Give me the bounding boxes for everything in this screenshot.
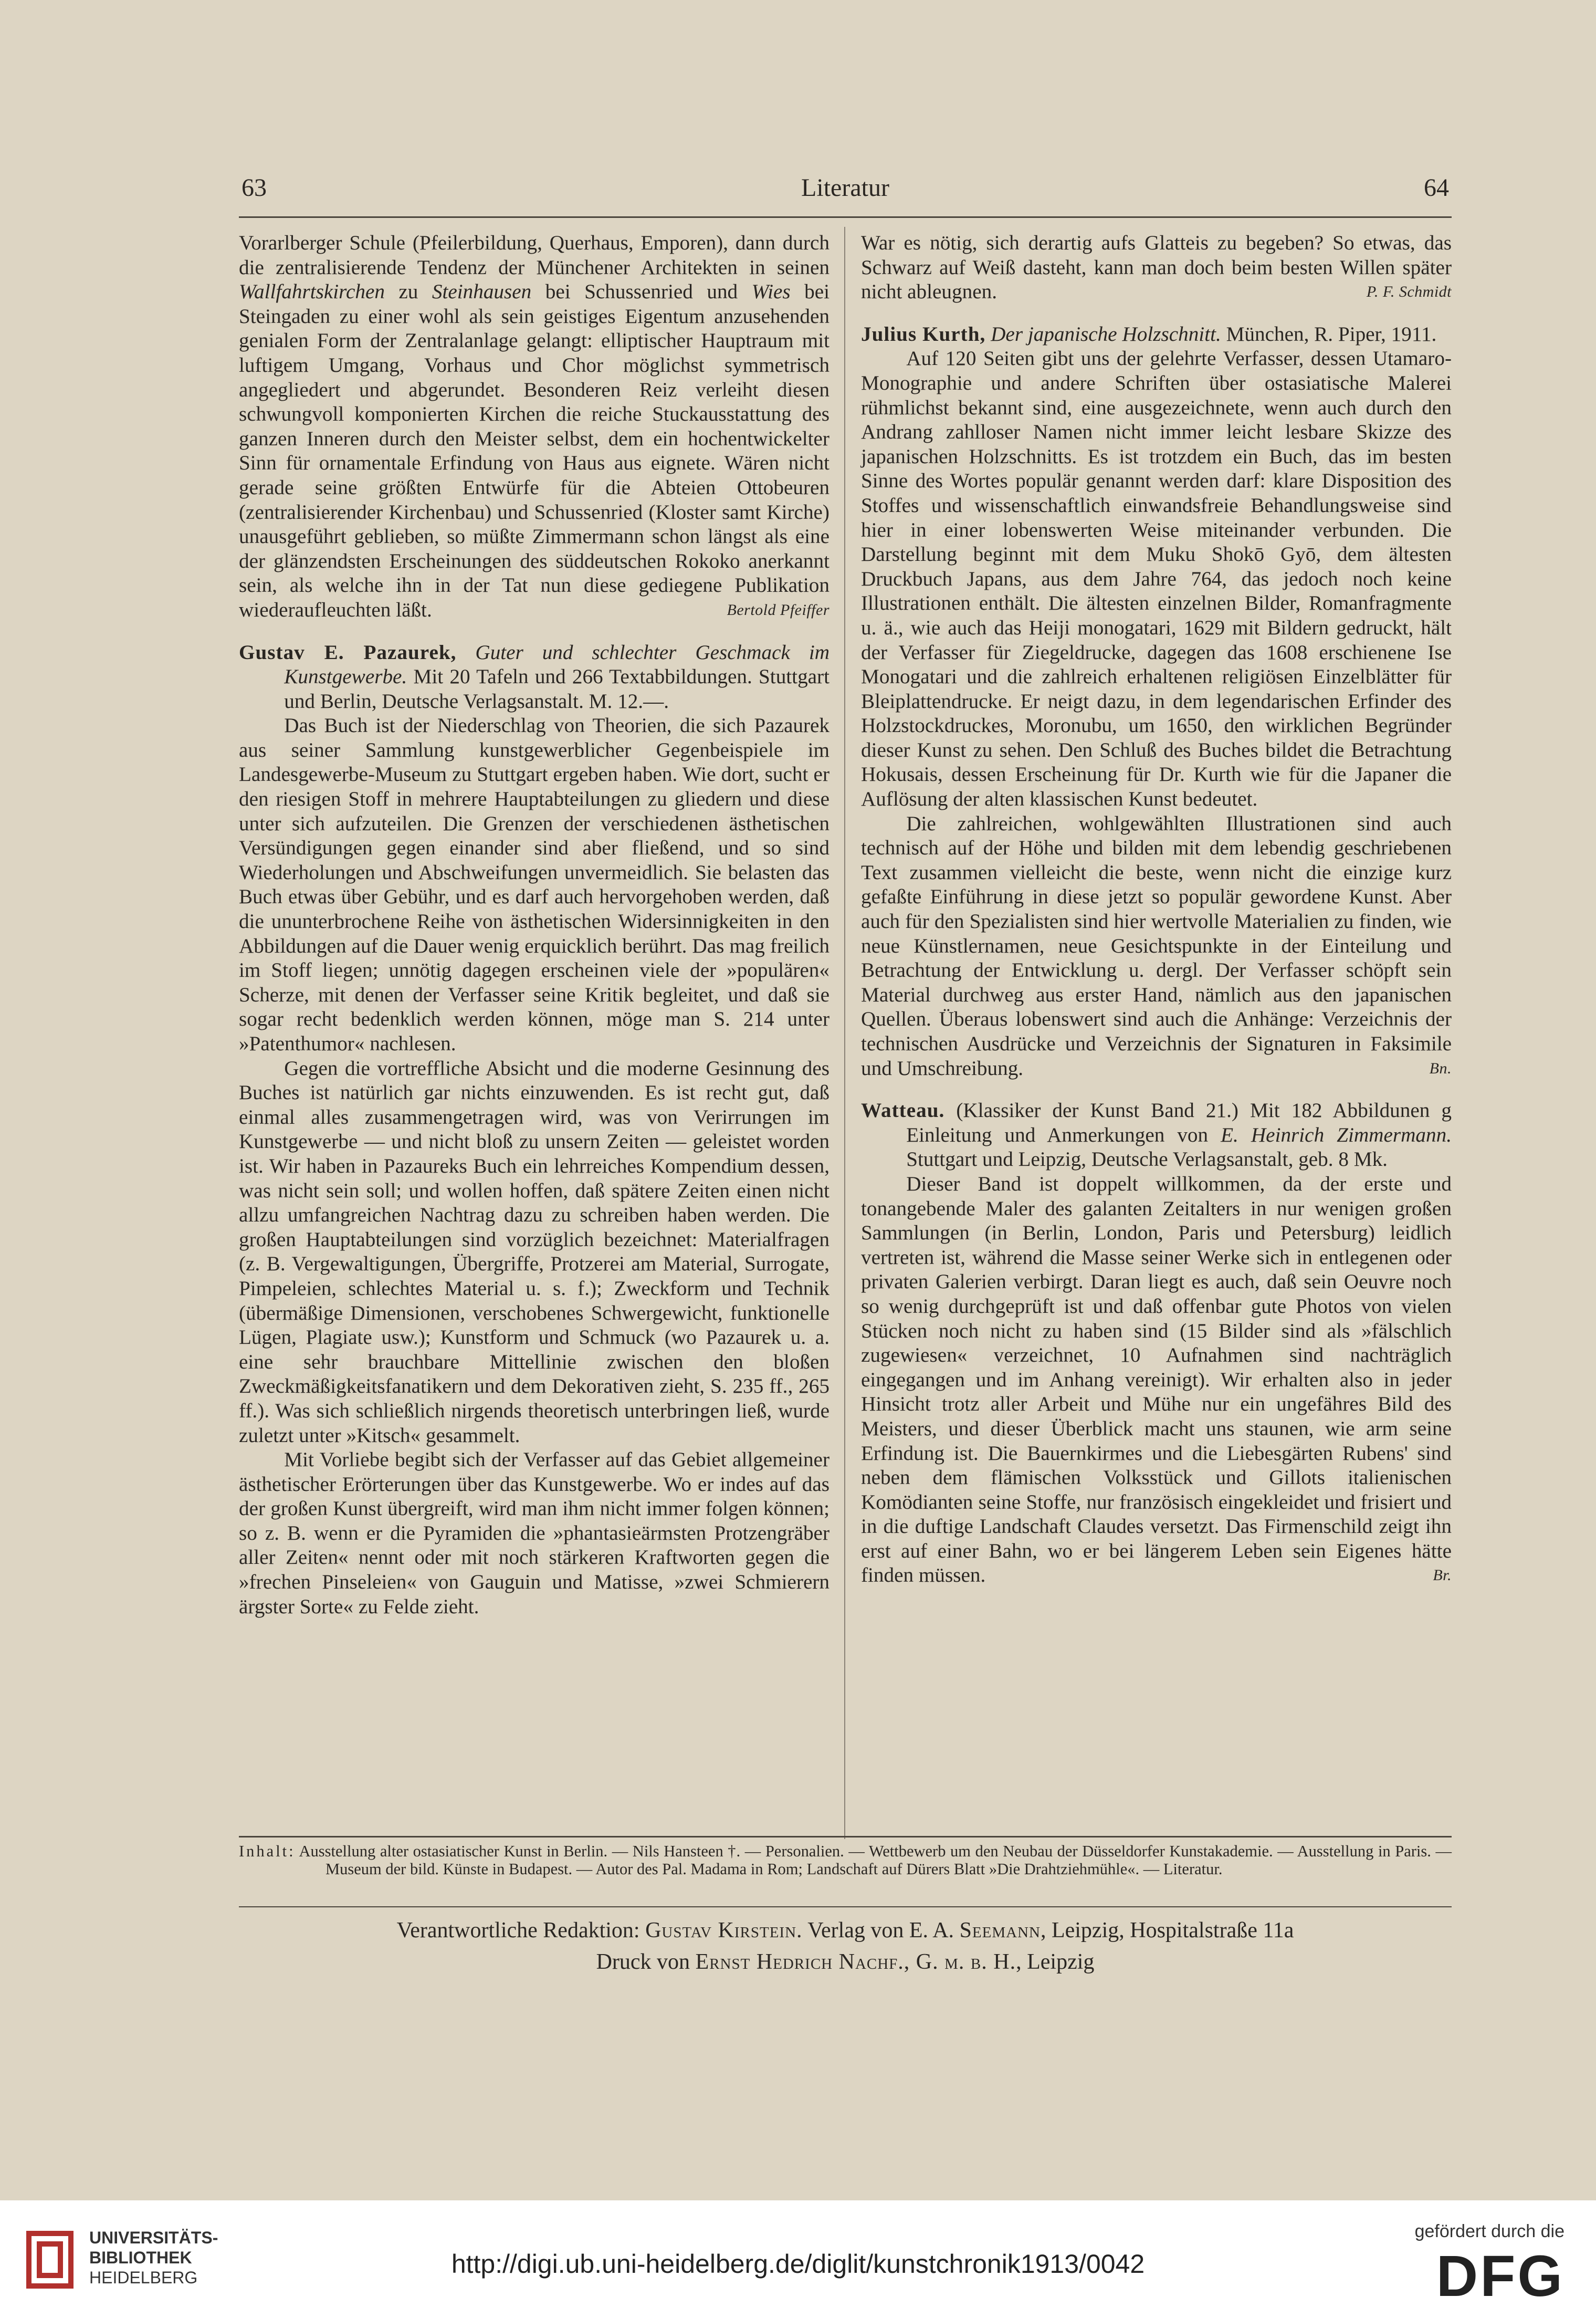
contents-rule-bottom: [239, 1906, 1452, 1907]
review-author: Julius Kurth,: [861, 322, 986, 346]
review-book-meta: (Klassiker der Kunst Band 21.) Mit 182 Abbildunen g Einleitung und Anmerkungen von: [906, 1099, 1452, 1146]
table-of-contents: [239, 1842, 1452, 1878]
review-paragraph: Gegen die vortreffliche Absicht und die moderne Gesinnung des Buches ist natürlich gar nichts einzuwenden. Es ist recht gut, daß einmal alles zusammengetragen wird, was von Verirrungen im Kunstgewerbe — und nicht bloß zu unsern Zeiten — geleistet worden ist. Wir haben in Pazaureks Buch ein lehrreiches Kompendium dessen, was nicht sein soll; und wollen hoffen, daß spätere Zeiten einen nicht allzu umfangreichen Nachtrag dazu zu schreiben haben werden. Die großen Hauptabteilungen sind vorzüglich bezeichnet: Materialfragen (z. B. Vergewaltigungen, Übergriffe, Protzerei am Material, Surrogate, Pimpeleien, schlechtes Material u. s. f.); Zweckform und Technik (übermäßige Dimensionen, verschobenes Schwergewicht, funktionelle Lügen, Plagiate usw.); Kunstform und Schmuck (wo Pazaurek u. a. eine sehr brauchbare Mittellinie zwischen den bloßen Zweckmäßigkeitsfanatikern und dem Dekorativen zieht, S. 235 ff., 265 ff.). Was sich schließlich nirgends theoretisch unterbringen ließ, wurde zuletzt unter »Kitsch« gesammelt.: [239, 1057, 830, 1447]
reviewer-signature: Bertold Pfeiffer: [727, 601, 830, 619]
imprint-line-2: Druck von Ernst Hedrich Nachf., G. m. b. H., Leipzig: [596, 1950, 1095, 1974]
reviewer-signature: Bn.: [1429, 1059, 1452, 1077]
section-title: Literatur: [801, 174, 889, 202]
running-head: [242, 173, 1449, 215]
imprint: [239, 1915, 1452, 1978]
page-number-left: 63: [242, 174, 267, 202]
reviewer-signature: Br.: [1433, 1567, 1452, 1584]
review-heading-pazaurek: [239, 641, 830, 714]
reviewer-signature: P. F. Schmidt: [1366, 283, 1452, 301]
review-author: Watteau.: [861, 1099, 945, 1122]
page-number-right: 64: [1424, 174, 1449, 202]
review-book-title: Guter und schlechter Geschmack im Kunstgewerbe.: [284, 641, 830, 688]
review-paragraph: Mit Vorliebe begibt sich der Verfasser auf das Gebiet allgemeiner ästhetischer Erörterungen über das Kunstgewerbe. Wo er indes auf das der großen Kunst übergreift, wird man ihm nicht immer folgen können; so z. B. wenn er die Pyramiden die »phantasieärmsten Protzengräber aller Zeiten« nennt oder mit noch stärkeren Kraftworten gegen die »frechen Pinseleien« von Gauguin und Matisse, »zwei Schmierern ärgster Sorte« zu Felde zieht.: [239, 1448, 830, 1618]
review-book-title: Der japanische Holzschnitt.: [991, 322, 1221, 346]
left-column: [239, 231, 830, 1619]
review-paragraph: Die zahlreichen, wohlgewählten Illustrationen sind auch technisch auf der Höhe und bilden mit dem lebendig geschriebenen Text zusammen vielleicht die beste, wenn nicht die einzige kurz gefaßte Einführung in diese jetzt so populär gewordene Kunst. Aber auch für den Spezialisten sind hier wertvolle Materialien zu finden, wie neue Künstlernamen, neue Gesichtspunkte in der Einteilung und Betrachtung der Entwicklung u. dergl. Der Verfasser schöpft sein Material durchweg aus erster Hand, nämlich aus den japanischen Quellen. Überaus lobenswert sind auch die Anhänge: Verzeichnis der technischen Ausdrücke und Verzeichnis der Signaturen in Faksimile und Umschreibung. Bn.: [861, 812, 1452, 1081]
permalink-url[interactable]: http://digi.ub.uni-heidelberg.de/diglit/kunstchronik1913/0042: [451, 2249, 1145, 2279]
review-book-meta: Mit 20 Tafeln und 266 Textabbildungen. Stuttgart und Berlin, Deutsche Verlagsanstalt. M. 12.—.: [284, 665, 830, 713]
review-author: Gustav E. Pazaurek,: [239, 641, 457, 664]
review-book-meta: München, R. Piper, 1911.: [1221, 322, 1437, 346]
library-name: UNIVERSITÄTS- BIBLIOTHEK HEIDELBERG: [89, 2228, 218, 2287]
review-paragraph: Dieser Band ist doppelt willkommen, da der erste und tonangebende Maler des galanten Zeitalters in nur wenigen großen Sammlungen (in Berlin, London, Paris und Petersburg) leidlich vertreten ist, während die Masse seiner Werke sich in entlegenen oder privaten Galerien verbirgt. Daran liegt es auch, daß sein Oeuvre noch so wenig durchgeprüft ist und daß offenbar gute Photos von vielen Stücken noch nicht zu haben sind (15 Bilder sind als »fälschlich zugewiesen« verzeichnet, 10 Aufnahmen sind nachträglich eingegangen und im Anhang vereinigt). Wir erhalten also in jeder Hinsicht trotz aller Arbeit und Mühe nur ein ungefähres Bild des Meisters, und dieser Überblick macht uns staunen, wie arm seine Erfindung ist. Die Bauernkirmes und die Liebesgärten Rubens' sind neben dem flämischen Volksstück und Gillots italienischen Komödianten seine Stoffe, nur französisch eingekleidet und frisiert und in die duftige Landschaft Claudes versetzt. Das Firmenschild zeigt ihn erst auf einer Bahn, wo er bei längerem Leben sein Eigenes hätte finden müssen. Br.: [861, 1172, 1452, 1588]
funding-label: gefördert durch die: [1414, 2221, 1564, 2241]
review-paragraph: Das Buch ist der Niederschlag von Theorien, die sich Pazaurek aus seiner Sammlung kunstgewerblicher Gegenbeispiele im Landesgewerbe-Museum zu Stuttgart ergeben haben. Wie dort, sucht er den riesigen Stoff in mehrere Hauptabteilungen zu gliedern und diese unter sich aufzuteilen. Die Grenzen der verschiedenen ästhetischen Versündigungen gegen einander sind aber fließend, und so sind Wiederholungen und Abschweifungen unvermeidlich. Sie belasten das Buch etwas über Gebühr, und es darf auch hervorgehoben werden, daß die ununterbrochene Reihe von ästhetischen Widersinnigkeiten in den Abbildungen auf die Dauer wenig erquicklich berührt. Das mag freilich im Stoff liegen; unnötig dagegen erscheinen viele der »populären« Scherze, mit denen der Verfasser seine Kritik begleitet, und daß sie sogar recht bedenklich werden können, möge man S. 214 unter »Patenthumor« nachlesen.: [239, 714, 830, 1055]
imprint-line-1: Verantwortliche Redaktion: Gustav Kirstein. Verlag von E. A. Seemann, Leipzig, Hospitalstraße 11a: [396, 1918, 1294, 1943]
dfg-logo: DFG: [1436, 2244, 1564, 2309]
review-heading-kurth: [861, 322, 1452, 347]
paragraph-continuation: Vorarlberger Schule (Pfeilerbildung, Querhaus, Emporen), dann durch die zentralisierende Tendenz der Münchener Architekten in seinen Wallfahrtskirchen zu Steinhausen bei Schussenried und Wies bei Steingaden zu einer wohl als sein geistiges Eigentum anzusehenden genialen Form der Zentralanlage gelangt: elliptischer Hauptraum mit luftigem Umgang, Vorhaus und Chor möglichst symmetrisch angegliedert und abgerundet. Besonderen Reiz verleiht diesen schwungvoll komponierten Kirchen die reiche Stuckausstattung des ganzen Inneren durch den Meister selbst, dem ein hochentwickelter Sinn für ornamentale Erfindung von Haus aus eignete. Wären nicht gerade seine größten Entwürfe für die Abteien Ottobeuren (zentralisierender Kirchenbau) und Schussenried (Kloster samt Kirche) unausgeführt geblieben, so müßte Zimmermann schon längst als eine der glänzendsten Erscheinungen des süddeutschen Rokoko anerkannt sein, als welche ihn in der Tat nun diese gediegene Publikation wiederaufleuchten läßt. Bertold Pfeiffer: [239, 231, 830, 623]
review-heading-watteau: [861, 1099, 1452, 1172]
contents-text: Ausstellung alter ostasiatischer Kunst in Berlin. — Nils Hansteen †. — Personalien. — Wettbewerb um den Neubau der Düsseldorfer Kunstakademie. — Ausstellung in Paris. — Museum der bild. Künste in Budapest. — Autor des Pal. Madama in Rom; Landschaft auf Dürers Blatt »Die Drahtziehmühle«. — Literatur.: [299, 1842, 1452, 1878]
review-editor: E. Heinrich Zimmermann.: [1221, 1123, 1452, 1146]
paragraph-continuation: War es nötig, sich derartig aufs Glatteis zu begeben? So etwas, das Schwarz auf Weiß dasteht, kann man doch beim besten Willen später nicht ableugnen. P. F. Schmidt: [861, 231, 1452, 305]
review-paragraph: Auf 120 Seiten gibt uns der gelehrte Verfasser, dessen Utamaro-Monographie und andere Schriften über ostasiatische Malerei rühmlichst bekannt sind, eine ausgezeichnete, wenn auch durch den Andrang zahlloser Namen nicht immer leicht lesbare Skizze des japanischen Holzschnitts. Es ist trotzdem ein Buch, das im besten Sinne des Wortes populär genannt werden darf: klare Disposition des Stoffes und wissenschaftlich einwandsfreie Behandlungsweise sind hier in einer lobenswerten Weise miteinander verbunden. Die Darstellung beginnt mit dem Muku Shokō Gyō, dem ältesten Druckbuch Japans, aus dem Jahre 764, das jedoch noch keine Illustrationen enthält. Die ältesten einzelnen Bilder, Romanfragmente u. ä., wie auch das Heiji monogatari, 1629 mit Bildern gedruckt, hält der Verfasser für Ziegeldrucke, dagegen das 1608 erschienene Ise Monogatari und die zahlreich erhaltenen religiösen Einzelblätter für Bleiplattendrucke. Er neigt dazu, in dem legendarischen Erfinder des Holzstockdruckes, Moronubu, um 1650, den wirklichen Begründer dieser Kunst zu sehen. Den Schluß des Buches bildet die Betrachtung Hokusais, dessen Erscheinung für Dr. Kurth wie für die Japaner die Auflösung der alten klassischen Kunst bedeutet.: [861, 347, 1452, 811]
header-rule: [239, 216, 1452, 218]
right-column: [861, 231, 1452, 1588]
contents-rule-top: [239, 1836, 1452, 1837]
review-book-meta: Stuttgart und Leipzig, Deutsche Verlagsanstalt, geb. 8 Mk.: [906, 1148, 1388, 1171]
digitization-footer: [0, 2200, 1596, 2318]
contents-label: Inhalt:: [239, 1842, 296, 1860]
column-divider: [844, 227, 845, 1839]
